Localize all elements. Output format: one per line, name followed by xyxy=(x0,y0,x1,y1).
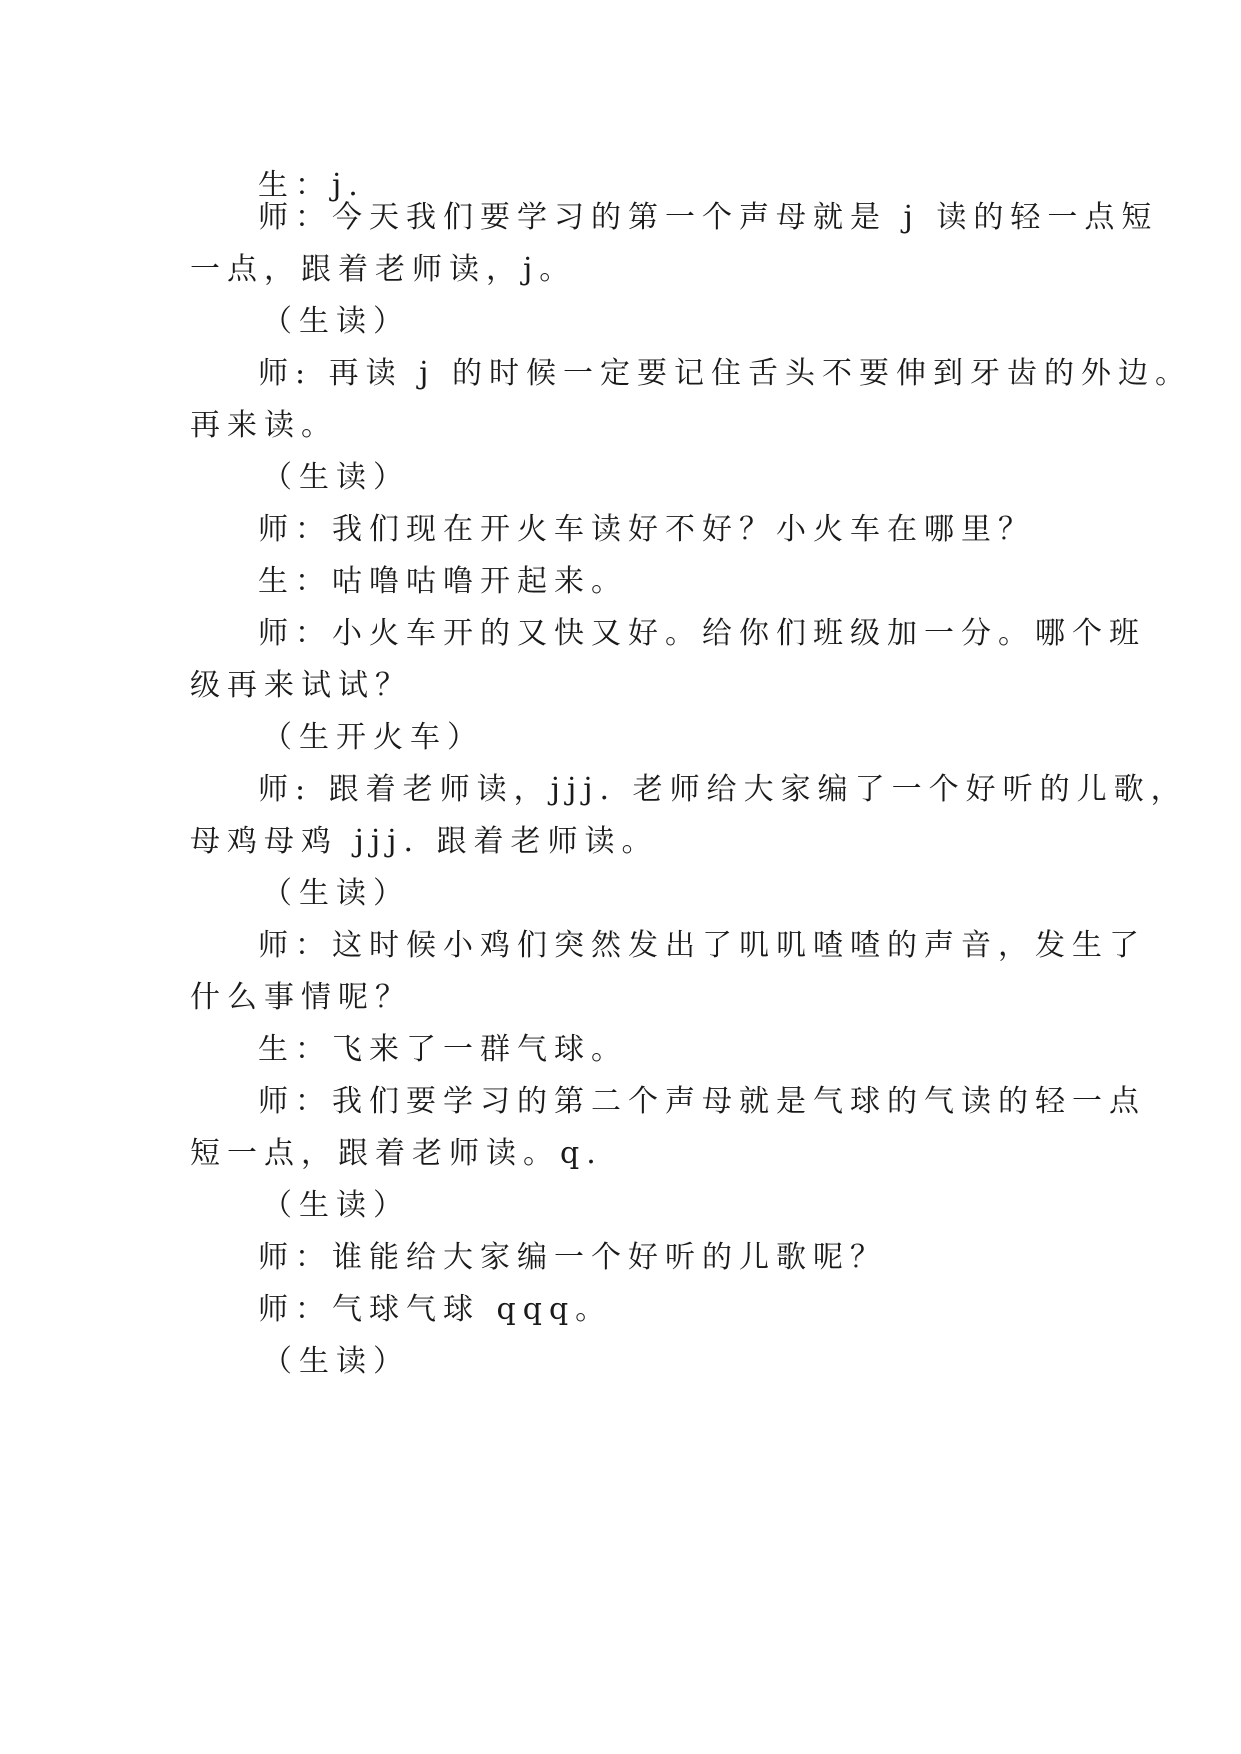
text-line: （生开火车） xyxy=(262,720,484,755)
text-line: 师：我们现在开火车读好不好？小火车在哪里？ xyxy=(258,512,1035,547)
text-line: 生：飞来了一群气球。 xyxy=(258,1032,628,1067)
text-line: 生：j. xyxy=(258,168,365,203)
text-line: 师: 再读 j 的时候一定要记住舌头不要伸到牙齿的外边。 xyxy=(258,356,1193,391)
text-line: 级再来试试？ xyxy=(190,668,412,703)
text-line: 母鸡母鸡 jjj. 跟着老师读。 xyxy=(190,824,659,859)
text-line: 一点，跟着老师读，j。 xyxy=(190,252,577,287)
text-line: （生读） xyxy=(262,460,410,495)
text-line: 师: 跟着老师读，jjj. 老师给大家编了一个好听的儿歌， xyxy=(258,772,1188,807)
text-line: 师：小火车开的又快又好。给你们班级加一分。哪个班 xyxy=(258,616,1146,651)
text-line: 师：气球气球 qqq。 xyxy=(258,1292,613,1327)
text-line: 师：我们要学习的第二个声母就是气球的气读的轻一点 xyxy=(258,1084,1146,1119)
text-line: 再来读。 xyxy=(190,408,338,443)
text-line: （生读） xyxy=(262,304,410,339)
text-line: （生读） xyxy=(262,876,410,911)
text-line: 短一点，跟着老师读。q. xyxy=(190,1136,603,1171)
text-line: （生读） xyxy=(262,1188,410,1223)
text-line: 生：咕噜咕噜开起来。 xyxy=(258,564,628,599)
text-line: 师：这时候小鸡们突然发出了叽叽喳喳的声音，发生了 xyxy=(258,928,1146,963)
text-line: 师：谁能给大家编一个好听的儿歌呢？ xyxy=(258,1240,887,1275)
text-line: （生读） xyxy=(262,1344,410,1379)
text-line: 师：今天我们要学习的第一个声母就是 j 读的轻一点短 xyxy=(258,200,1159,235)
text-line: 什么事情呢？ xyxy=(190,980,412,1015)
